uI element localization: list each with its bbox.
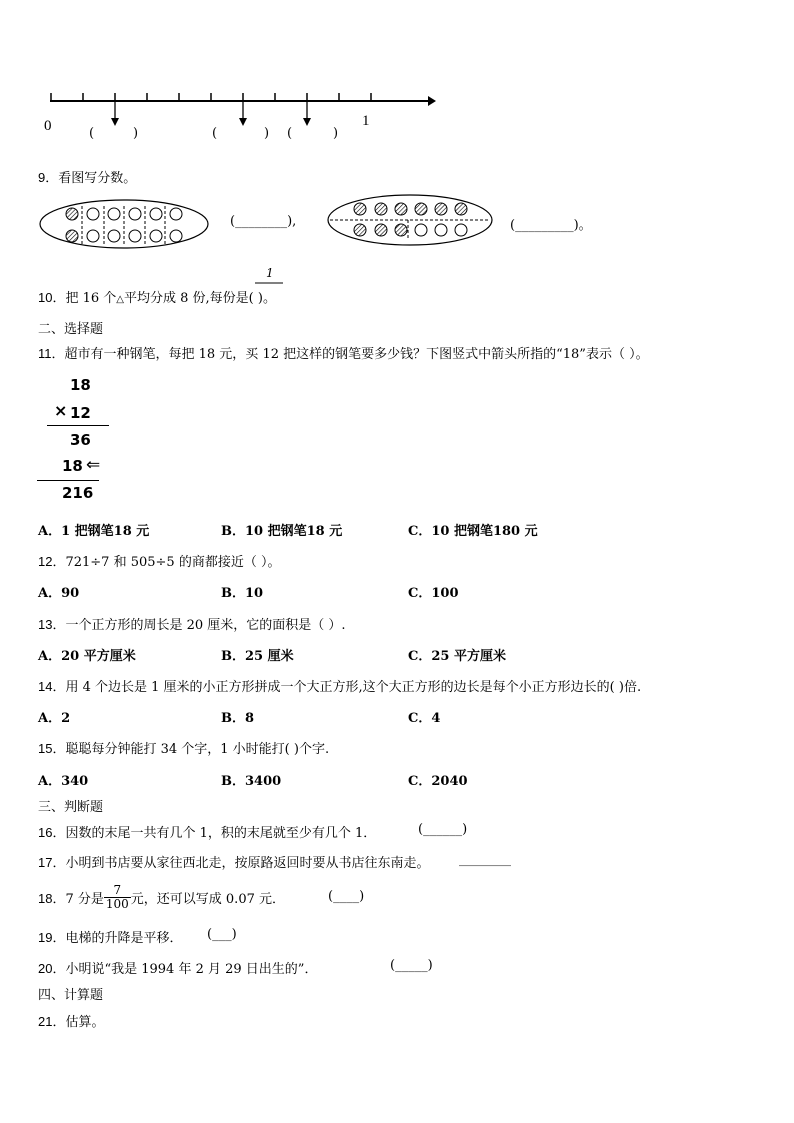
shaded-circle <box>66 230 78 242</box>
question-9 <box>38 167 136 186</box>
q15-option-c[interactable]: C．2040 <box>408 774 468 789</box>
q17-answer-blank[interactable]: ________ <box>459 852 511 867</box>
shaded-circle <box>455 203 467 215</box>
question-18 <box>38 880 285 914</box>
question-17 <box>38 852 429 871</box>
question-number: 20． <box>38 961 66 976</box>
question-text: 估算。 <box>65 1015 105 1030</box>
question-text: 用 4 个边长是 1 厘米的小正方形拼成一个大正方形,这个大正方形的边长是每个小正方形边长的( )倍. <box>65 680 642 695</box>
calc-line-1 <box>47 425 109 426</box>
pointer-arrow-1 <box>111 118 119 126</box>
question-text: 看图写分数。 <box>58 171 137 186</box>
q15-option-a[interactable]: A．340 <box>38 774 89 789</box>
calc-multiplier: 12 <box>70 404 91 422</box>
question-end: 。 <box>262 291 276 306</box>
number-line-figure <box>0 0 794 300</box>
question-number: 18． <box>38 890 66 906</box>
question-number: 17． <box>38 855 66 870</box>
fraction-denominator: 100 <box>105 896 129 911</box>
oval-figure-right <box>328 195 492 245</box>
question-12 <box>38 551 280 570</box>
shaded-circle <box>435 203 447 215</box>
q9-answer-blank-1[interactable]: (________), <box>230 214 297 229</box>
q18-answer-blank[interactable]: (____) <box>328 889 365 904</box>
number-line-pointers <box>115 101 307 120</box>
calc-partial-2: 18 <box>62 457 83 475</box>
q14-option-b[interactable]: B．8 <box>221 711 255 726</box>
calc-top: 18 <box>70 376 91 394</box>
empty-circle <box>150 230 162 242</box>
blank-1-open: ( <box>89 126 95 141</box>
shaded-circle <box>395 224 407 236</box>
shaded-circle <box>375 224 387 236</box>
question-text: 7 分是 <box>65 891 104 907</box>
pointer-arrow-2 <box>239 118 247 126</box>
blank-1-close: ) <box>133 126 139 141</box>
section-heading-choice: 二、选择题 <box>38 322 104 337</box>
q12-option-b[interactable]: B．10 <box>221 586 264 601</box>
calc-result: 216 <box>62 484 94 502</box>
empty-circle <box>108 230 120 242</box>
oval-figure-left <box>40 200 208 248</box>
question-15 <box>38 738 329 757</box>
question-20 <box>38 958 317 977</box>
pointer-arrow-3 <box>303 118 311 126</box>
q12-option-a[interactable]: A．90 <box>38 586 80 601</box>
calc-partial-1: 36 <box>70 431 91 449</box>
q14-option-c[interactable]: C．4 <box>408 711 441 726</box>
empty-circle <box>435 224 447 236</box>
empty-circle <box>129 230 141 242</box>
question-text: 聪聪每分钟能打 34 个字，1 小时能打( )个字. <box>65 742 330 757</box>
question-number: 19． <box>38 930 66 945</box>
question-number: 12． <box>38 554 66 569</box>
shaded-circle <box>415 203 427 215</box>
question-21 <box>38 1011 104 1030</box>
question-11 <box>38 343 649 362</box>
question-text: 电梯的升降是平移． <box>65 931 183 946</box>
question-number: 11． <box>38 346 65 361</box>
q14-option-a[interactable]: A．2 <box>38 711 71 726</box>
question-text: 把 16 个 <box>65 291 117 306</box>
calc-line-2 <box>37 480 99 481</box>
left-arrow-icon: ⇐ <box>86 455 101 475</box>
q13-option-b[interactable]: B．25 厘米 <box>221 649 294 664</box>
question-number: 15． <box>38 741 66 756</box>
times-icon: × <box>54 401 68 420</box>
empty-circle <box>129 208 141 220</box>
question-number: 16． <box>38 825 66 840</box>
question-text: 小明说“我是 1994 年 2 月 29 日出生的”． <box>65 962 318 977</box>
question-number: 14． <box>38 679 66 694</box>
shaded-circle <box>375 203 387 215</box>
q11-option-a[interactable]: A．1 把钢笔18 元 <box>38 524 150 539</box>
number-line-one: 1 <box>362 113 370 129</box>
question-number: 10． <box>38 290 66 305</box>
q15-option-b[interactable]: B．3400 <box>221 774 282 789</box>
question-text: 小明到书店要从家往西北走，按原路返回时要从书店往东南走。 <box>65 856 430 871</box>
empty-circle <box>455 224 467 236</box>
q13-option-a[interactable]: A．20 平方厘米 <box>38 649 136 664</box>
q20-answer-blank[interactable]: (_____) <box>390 958 433 973</box>
blank-3-close: ) <box>333 126 339 141</box>
number-line-arrowhead <box>428 96 436 106</box>
empty-circle <box>415 224 427 236</box>
question-text: 一个正方形的周长是 20 厘米，它的面积是（ ）. <box>65 618 346 633</box>
empty-circle <box>87 208 99 220</box>
triangle-icon: △ <box>116 294 124 305</box>
empty-circle <box>87 230 99 242</box>
question-13 <box>38 614 346 633</box>
question-10 <box>38 287 276 306</box>
q9-answer-blank-2[interactable]: (_________)。 <box>510 218 592 233</box>
blank-2-close: ) <box>264 126 270 141</box>
blank-3-open: ( <box>287 126 293 141</box>
blank-2-open: ( <box>212 126 218 141</box>
empty-circle <box>108 208 120 220</box>
section-heading-judge: 三、判断题 <box>38 800 104 815</box>
question-text: 721÷7 和 505÷5 的商都接近（ ）。 <box>65 555 281 570</box>
q11-option-b[interactable]: B．10 把钢笔18 元 <box>221 524 343 539</box>
number-line-zero: 0 <box>44 118 52 134</box>
q19-answer-blank[interactable]: (___) <box>207 927 237 942</box>
number-line-ticks <box>51 93 371 101</box>
fraction-7-100 <box>104 884 131 911</box>
question-number: 13． <box>38 617 66 632</box>
question-19 <box>38 927 182 946</box>
empty-circle <box>170 230 182 242</box>
question-text-cont: 平均分成 8 份,每份是 <box>123 291 249 306</box>
empty-circle <box>150 208 162 220</box>
q10-fraction-numerator: 1 <box>266 266 274 280</box>
shaded-circle <box>66 208 78 220</box>
q16-answer-blank[interactable]: (______) <box>418 822 468 837</box>
fraction-numerator: 7 <box>104 884 131 898</box>
q10-answer-blank[interactable]: ( ) <box>248 291 263 306</box>
question-number: 21． <box>38 1014 66 1029</box>
question-number: 9． <box>38 170 59 185</box>
section-heading-calc: 四、计算题 <box>38 988 104 1003</box>
question-text: 因数的末尾一共有几个 1，积的末尾就至少有几个 1． <box>65 826 377 841</box>
question-text: 超市有一种钢笔，每把 18 元，买 12 把这样的钢笔要多少钱？下图竖式中箭头所指的“18”表示（ ）。 <box>64 347 649 362</box>
shaded-circle <box>395 203 407 215</box>
shaded-circle <box>354 203 366 215</box>
q12-option-c[interactable]: C．100 <box>408 586 459 601</box>
empty-circle <box>170 208 182 220</box>
shaded-circle <box>354 224 366 236</box>
q11-option-c[interactable]: C．10 把钢笔180 元 <box>408 524 538 539</box>
question-text-cont: 元，还可以写成 0.07 元． <box>130 891 285 907</box>
question-14 <box>38 676 641 695</box>
question-16 <box>38 822 376 841</box>
q13-option-c[interactable]: C．25 平方厘米 <box>408 649 506 664</box>
